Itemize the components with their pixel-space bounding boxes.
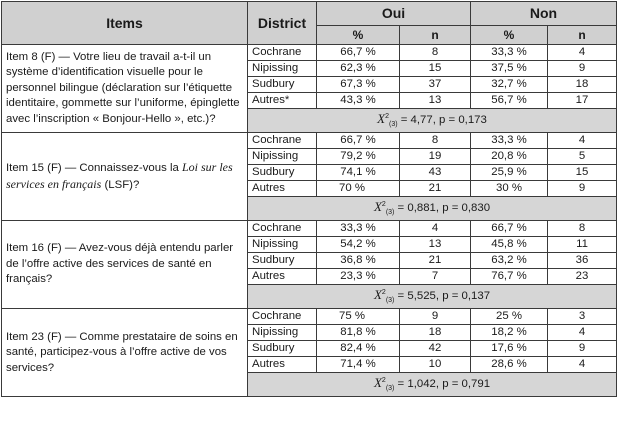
district-cell: Cochrane [248, 309, 317, 325]
non-n-cell: 18 [548, 77, 617, 93]
oui-n-cell: 7 [400, 269, 471, 285]
header-district: District [248, 2, 317, 45]
non-n-cell: 4 [548, 325, 617, 341]
oui-pct-cell: 66,7 % [317, 45, 400, 61]
oui-pct-cell: 82,4 % [317, 341, 400, 357]
district-cell: Nipissing [248, 149, 317, 165]
district-cell: Nipissing [248, 325, 317, 341]
non-n-cell: 17 [548, 93, 617, 109]
non-n-cell: 5 [548, 149, 617, 165]
chi-square-result: $X^2_{(3)} = 5,525$, p = 0,137 [248, 285, 617, 309]
oui-n-cell: 4 [400, 221, 471, 237]
oui-pct-cell: 43,3 % [317, 93, 400, 109]
oui-n-cell: 19 [400, 149, 471, 165]
non-pct-cell: 17,6 % [471, 341, 548, 357]
district-cell: Sudbury [248, 253, 317, 269]
non-n-cell: 4 [548, 357, 617, 373]
oui-pct-cell: 33,3 % [317, 221, 400, 237]
oui-n-cell: 13 [400, 93, 471, 109]
oui-n-cell: 15 [400, 61, 471, 77]
oui-n-cell: 42 [400, 341, 471, 357]
table-row [2, 45, 617, 61]
oui-pct-cell: 36,8 % [317, 253, 400, 269]
district-cell: Nipissing [248, 61, 317, 77]
oui-n-cell: 18 [400, 325, 471, 341]
item-description: Item 15 (F) — Connaissez-vous la Loi sur les services en français (LSF)? [2, 133, 248, 221]
oui-pct-cell: 62,3 % [317, 61, 400, 77]
table-row [2, 133, 617, 149]
non-pct-cell: 25,9 % [471, 165, 548, 181]
header-oui-pct: % [317, 26, 400, 45]
item-description: Item 16 (F) — Avez-vous déjà entendu parler de l’offre active des services de santé en français? [2, 221, 248, 309]
non-pct-cell: 76,7 % [471, 269, 548, 285]
district-cell: Sudbury [248, 341, 317, 357]
non-n-cell: 15 [548, 165, 617, 181]
district-cell: Cochrane [248, 133, 317, 149]
non-pct-cell: 20,8 % [471, 149, 548, 165]
item-description: Item 8 (F) — Votre lieu de travail a-t-il un système d’identification visuelle pour le personnel bilingue (déclaration sur l’étiquette identitaire, gommette sur l’uniforme, épinglette avec l’inscription « Bonjour-Hello », etc.)? [2, 45, 248, 133]
header-oui: Oui [317, 2, 471, 26]
district-cell: Nipissing [248, 237, 317, 253]
non-n-cell: 11 [548, 237, 617, 253]
oui-pct-cell: 81,8 % [317, 325, 400, 341]
chi-square-result: $X^2_{(3)} = 1,042$, p = 0,791 [248, 373, 617, 397]
non-n-cell: 9 [548, 181, 617, 197]
non-pct-cell: 30 % [471, 181, 548, 197]
oui-pct-cell: 66,7 % [317, 133, 400, 149]
oui-pct-cell: 23,3 % [317, 269, 400, 285]
non-n-cell: 4 [548, 133, 617, 149]
header-row-1 [2, 2, 617, 26]
district-cell: Cochrane [248, 221, 317, 237]
district-cell: Autres [248, 181, 317, 197]
chi-square-result: $X^2_{(3)} = 0,881$, p = 0,830 [248, 197, 617, 221]
non-pct-cell: 66,7 % [471, 221, 548, 237]
oui-pct-cell: 70 % [317, 181, 400, 197]
header-items: Items [2, 2, 248, 45]
results-table [1, 1, 617, 397]
oui-pct-cell: 79,2 % [317, 149, 400, 165]
oui-n-cell: 37 [400, 77, 471, 93]
oui-pct-cell: 74,1 % [317, 165, 400, 181]
district-cell: Autres [248, 269, 317, 285]
non-pct-cell: 18,2 % [471, 325, 548, 341]
oui-n-cell: 21 [400, 253, 471, 269]
header-non: Non [471, 2, 617, 26]
district-cell: Sudbury [248, 165, 317, 181]
oui-n-cell: 21 [400, 181, 471, 197]
non-pct-cell: 37,5 % [471, 61, 548, 77]
non-n-cell: 8 [548, 221, 617, 237]
oui-n-cell: 13 [400, 237, 471, 253]
non-n-cell: 9 [548, 61, 617, 77]
non-pct-cell: 25 % [471, 309, 548, 325]
header-oui-n: n [400, 26, 471, 45]
oui-pct-cell: 75 % [317, 309, 400, 325]
district-cell: Sudbury [248, 77, 317, 93]
non-n-cell: 36 [548, 253, 617, 269]
oui-n-cell: 8 [400, 133, 471, 149]
non-pct-cell: 45,8 % [471, 237, 548, 253]
district-cell: Autres* [248, 93, 317, 109]
district-cell: Cochrane [248, 45, 317, 61]
header-non-n: n [548, 26, 617, 45]
non-pct-cell: 32,7 % [471, 77, 548, 93]
non-n-cell: 9 [548, 341, 617, 357]
oui-n-cell: 9 [400, 309, 471, 325]
oui-n-cell: 10 [400, 357, 471, 373]
district-cell: Autres [248, 357, 317, 373]
non-n-cell: 3 [548, 309, 617, 325]
non-pct-cell: 56,7 % [471, 93, 548, 109]
non-n-cell: 23 [548, 269, 617, 285]
non-pct-cell: 33,3 % [471, 45, 548, 61]
oui-n-cell: 43 [400, 165, 471, 181]
non-pct-cell: 63,2 % [471, 253, 548, 269]
table-row [2, 221, 617, 237]
table-row [2, 309, 617, 325]
oui-n-cell: 8 [400, 45, 471, 61]
item-description: Item 23 (F) — Comme prestataire de soins en santé, participez-vous à l’offre active de vos services? [2, 309, 248, 397]
non-n-cell: 4 [548, 45, 617, 61]
header-non-pct: % [471, 26, 548, 45]
oui-pct-cell: 67,3 % [317, 77, 400, 93]
oui-pct-cell: 71,4 % [317, 357, 400, 373]
chi-square-result: $X^2_{(3)} = 4,77$, p = 0,173 [248, 109, 617, 133]
non-pct-cell: 28,6 % [471, 357, 548, 373]
oui-pct-cell: 54,2 % [317, 237, 400, 253]
non-pct-cell: 33,3 % [471, 133, 548, 149]
